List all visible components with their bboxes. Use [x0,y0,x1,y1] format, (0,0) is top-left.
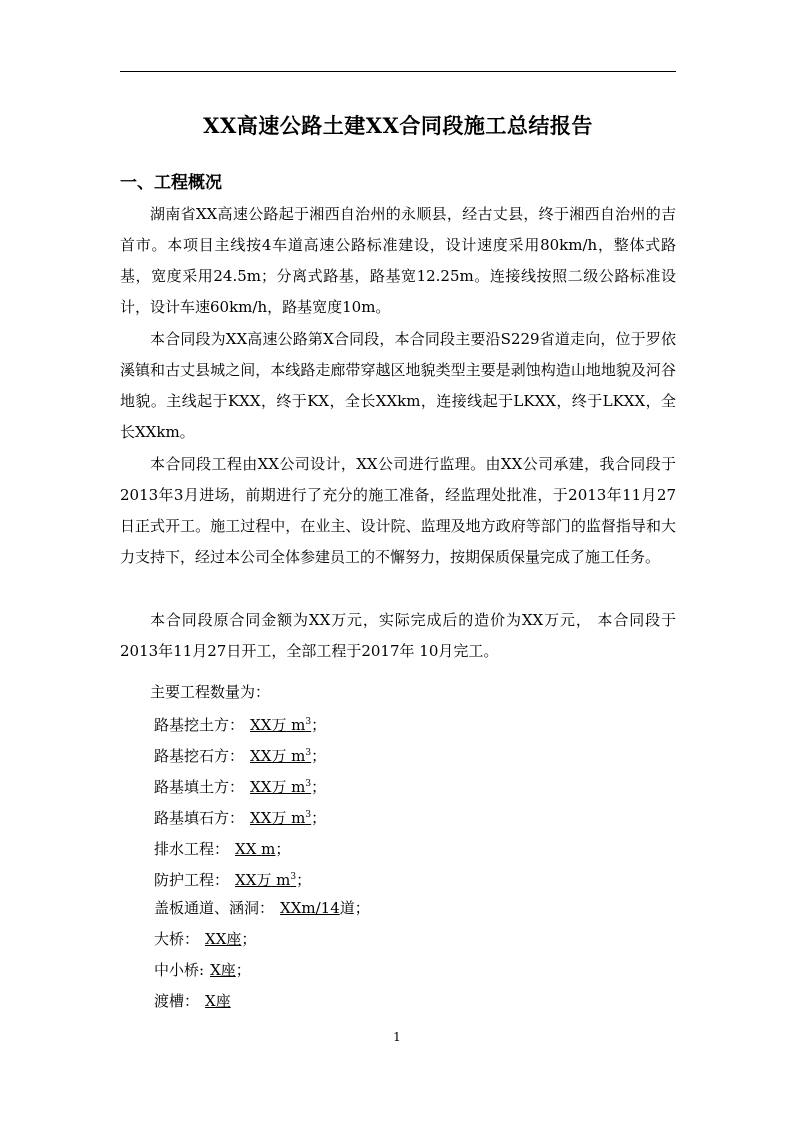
quantity-item [154,800,370,831]
page-number: 1 [393,1030,401,1044]
quantity-label: 渡槽： [154,992,200,1010]
quantity-label: 中小桥: [154,961,205,979]
paragraph-construction: 本合同段工程由XX公司设计，XX公司进行监理。由XX公司承建，我合同段于2013年3月进场，前期进行了充分的施工准备，经监理处批准，于2013年11月27日正式开工。施工过程中，在业主、设计院、监理及地方政府等部门的监督指导和大力支持下，经过本公司全体参建员工的不懈努力，按期保质保量完成了施工任务。 [120,455,676,566]
quantity-end: ； [354,899,370,917]
quantity-item [154,707,370,738]
quantity-item [154,955,370,986]
quantity-label: 盖板通道、涵洞： [154,899,275,917]
document-title: XX高速公路土建XX合同段施工总结报告 [203,113,593,138]
quantity-value: X座 [205,992,231,1010]
paragraph-contract-section: 本合同段为XX高速公路第X合同段，本合同段主要沿S229省道走向，位于罗依溪镇和古丈县城之间，本线路走廊带穿越区地貌类型主要是剥蚀构造山地地貌及河谷地貌。主线起于KXX，终于KX，全长XXkm，连接线起于LKXX，终于LKXX，全长XXkm。 [120,330,676,441]
section-heading: 一、工程概况 [120,173,222,193]
quantity-label: 排水工程： [154,840,230,858]
quantity-value: X座 [210,961,236,979]
quantity-value: XX m [235,840,276,858]
quantity-end: ； [275,840,291,858]
quantity-end: ； [311,778,327,796]
quantity-value: XX万 $m^3$ [250,747,312,765]
quantity-item [154,769,370,800]
quantity-item [154,986,370,1017]
quantity-label: 路基填土方： [154,778,245,796]
quantity-end: ； [311,809,327,827]
quantity-value: XX座 [205,930,242,948]
quantity-unit: 道 [339,899,355,917]
quantities-header: 主要工程数量为： [150,683,271,701]
header-rule [120,71,676,72]
quantity-item [154,924,370,955]
quantity-value: XX万 $m^3$ [235,871,297,889]
quantity-label: 路基挖石方： [154,747,245,765]
quantity-end: ； [296,871,312,889]
quantity-end: ； [235,961,251,979]
quantity-end: ； [311,747,327,765]
quantity-end: ； [241,930,257,948]
quantity-item [154,738,370,769]
paragraph-overview: 湖南省XX高速公路起于湘西自治州的永顺县，经古丈县，终于湘西自治州的吉首市。本项目主线按4车道高速公路标准建设，设计速度采用80km/h，整体式路基，宽度采用24.5m；分离式路基，路基宽12.25m。连接线按照二级公路标准设计，设计车速60km/h，路基宽度10m。 [120,205,676,316]
quantity-item [154,862,370,893]
quantity-value: XX万 $m^3$ [250,716,312,734]
quantities-list [154,707,370,1017]
paragraph-cost: 本合同段原合同金额为XX万元，实际完成后的造价为XX万元， 本合同段于2013年11月27日开工，全部工程于2017年 10月完工。 [120,611,676,660]
quantity-label: 路基挖土方： [154,716,245,734]
quantity-value: XX万 $m^3$ [250,809,312,827]
quantity-value: XXm/14 [280,899,340,917]
quantity-item [154,893,370,924]
quantity-label: 路基填石方： [154,809,245,827]
quantity-item [154,831,370,862]
quantity-end: ； [311,716,327,734]
quantity-label: 防护工程： [154,871,230,889]
quantity-label: 大桥： [154,930,200,948]
quantity-value: XX万 $m^3$ [250,778,312,796]
